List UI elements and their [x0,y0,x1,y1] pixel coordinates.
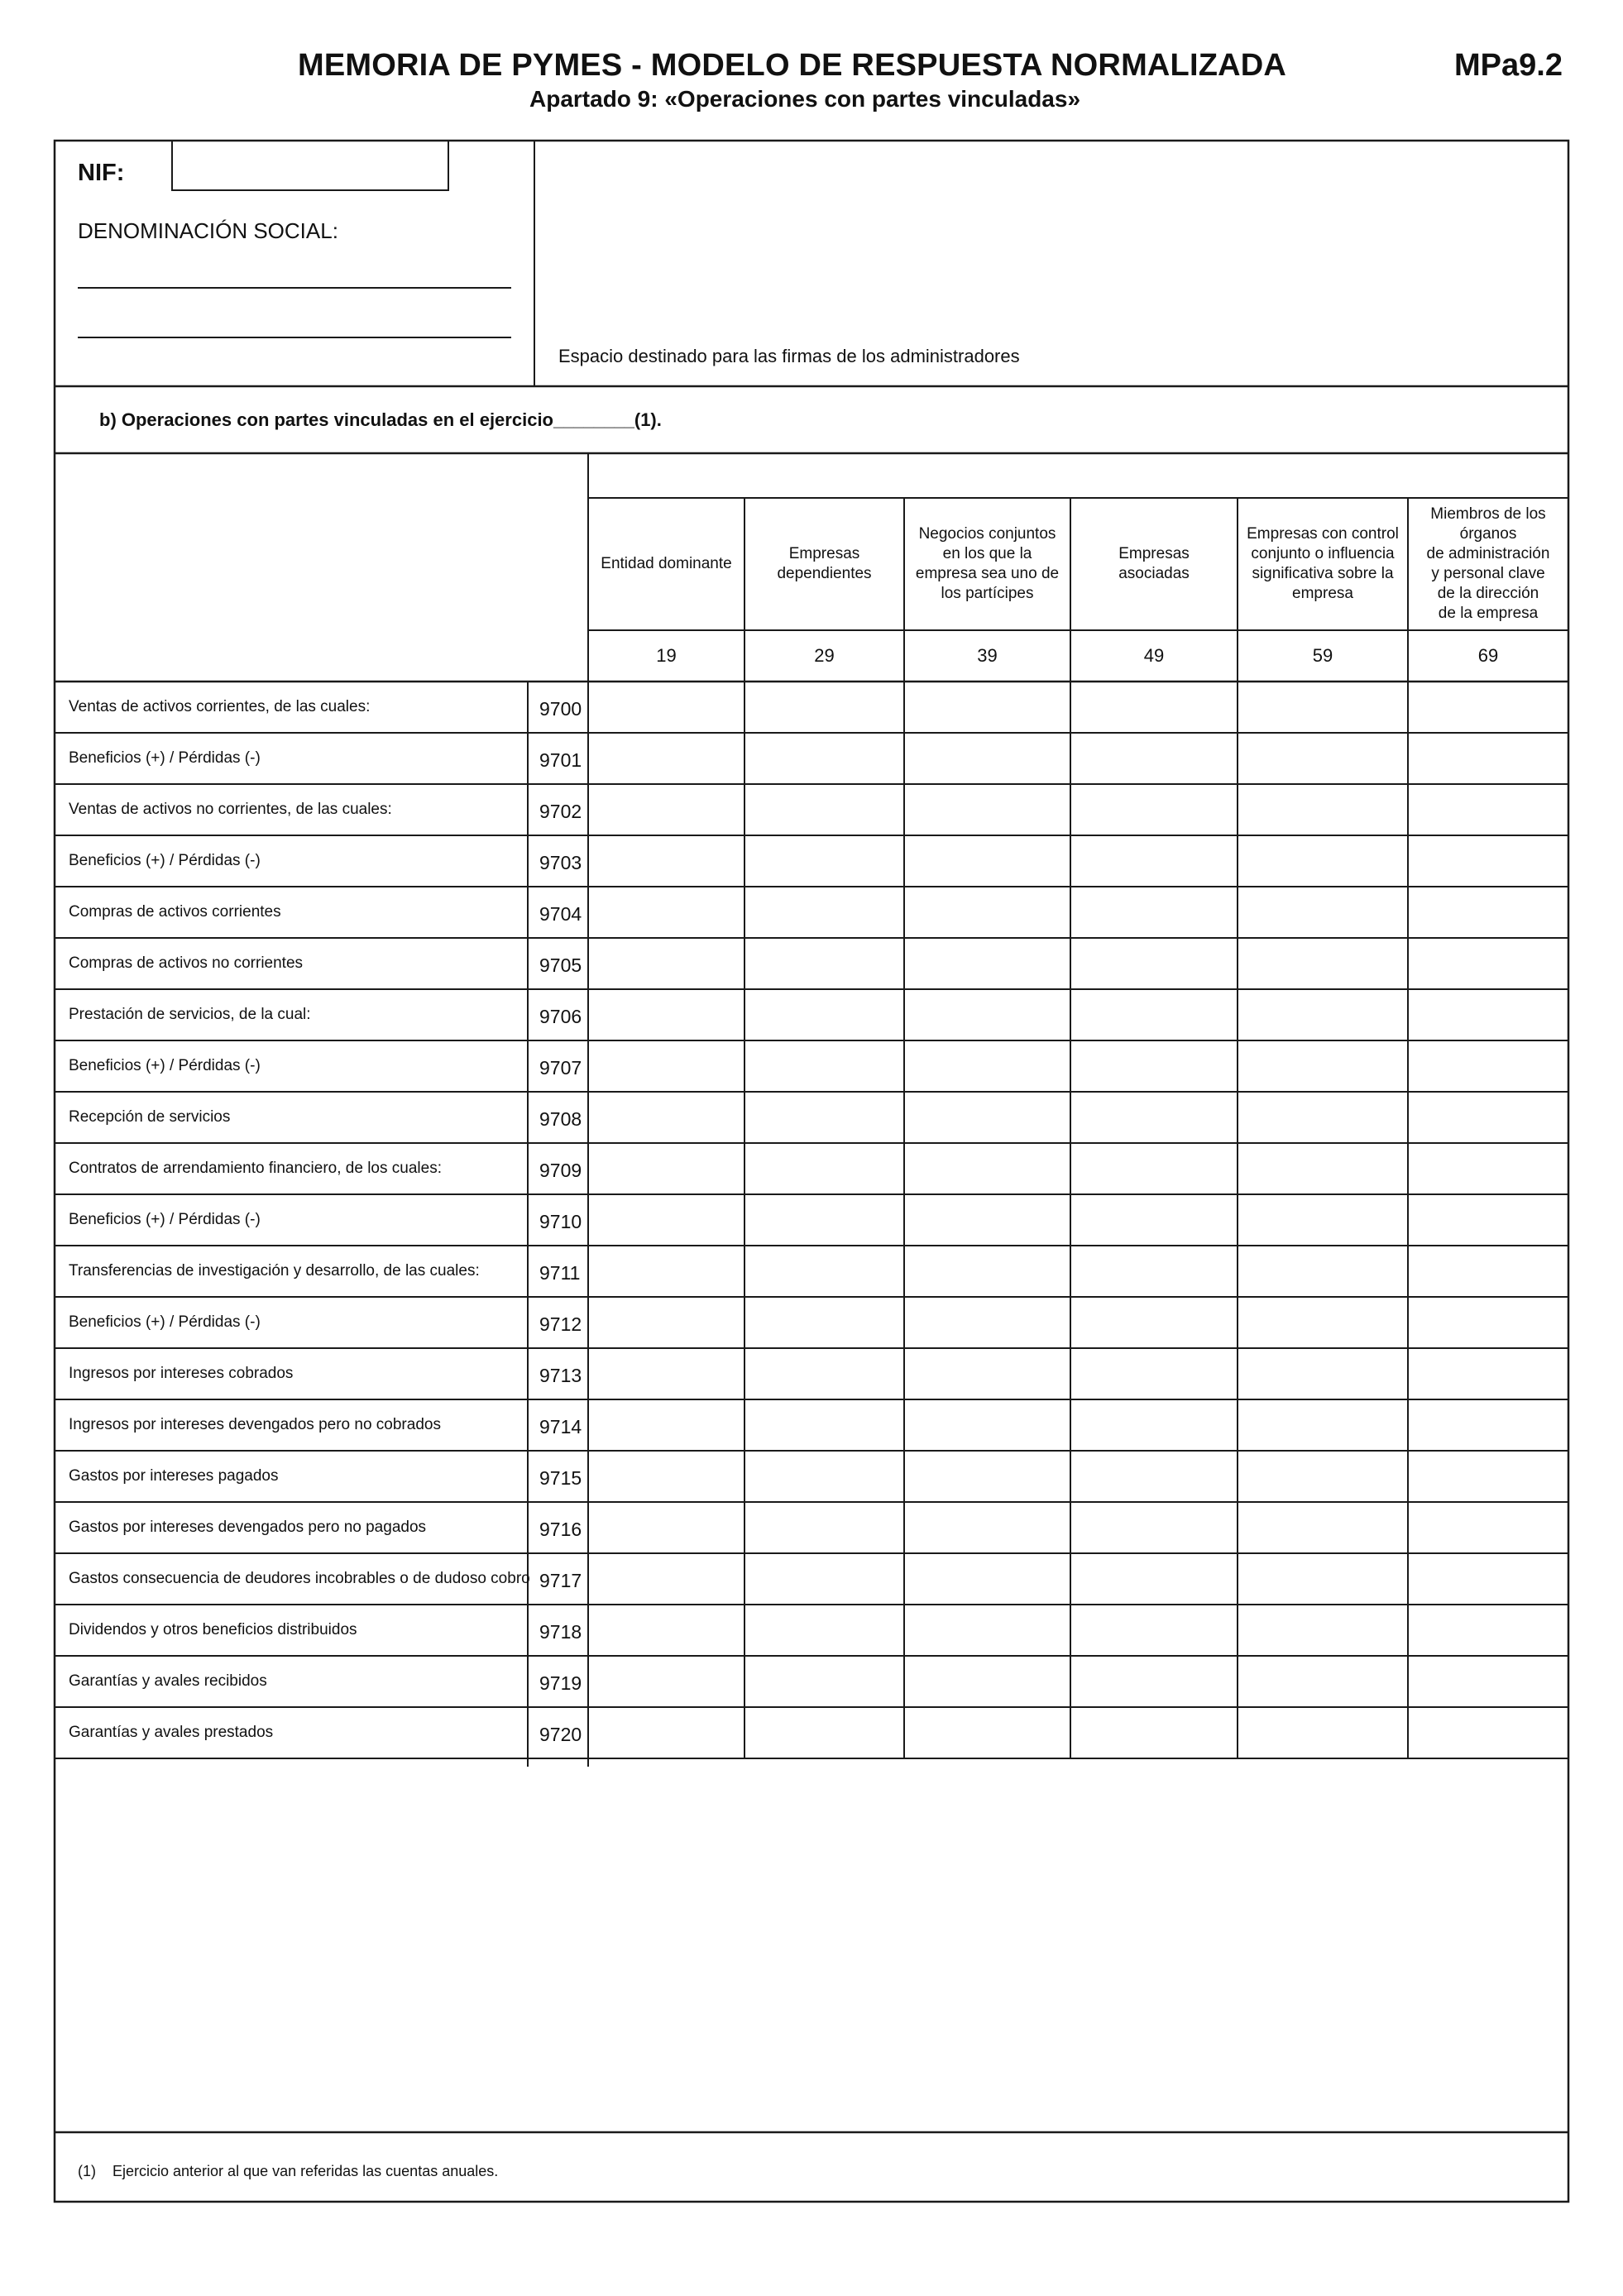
row-label: Recepción de servicios [69,1108,231,1126]
input-cell[interactable] [590,1709,743,1757]
row-label: Ingresos por intereses cobrados [69,1365,294,1382]
form-title: MEMORIA DE PYMES - MODELO DE RESPUESTA NORMALIZADA [298,48,1287,83]
column-header-line: y personal clave [1431,565,1545,582]
row-code: 9710 [539,1211,582,1232]
input-cell[interactable] [1410,1093,1567,1141]
input-cell[interactable] [1239,1299,1406,1347]
column-header-line: de la empresa [1438,605,1539,622]
row-code: 9700 [539,698,582,720]
input-cell[interactable] [590,786,743,834]
input-cell[interactable] [1239,1657,1406,1705]
input-cell[interactable] [746,683,902,731]
input-cell[interactable] [1410,1401,1567,1449]
column-code: 39 [977,645,998,666]
column-header-line: en los que la [942,545,1032,562]
input-cell[interactable] [906,1350,1069,1398]
column-code: 29 [814,645,835,666]
input-cell[interactable] [746,1657,902,1705]
input-cell[interactable] [1410,1555,1567,1603]
input-cell[interactable] [1410,1452,1567,1500]
input-cell[interactable] [590,991,743,1039]
input-cell[interactable] [1239,1247,1406,1295]
input-cell[interactable] [590,1350,743,1398]
input-cell[interactable] [906,1657,1069,1705]
input-cell[interactable] [906,837,1069,885]
row-label: Beneficios (+) / Pérdidas (-) [69,852,261,869]
input-cell[interactable] [1410,1504,1567,1552]
column-header-line: Negocios conjuntos [918,525,1056,543]
denominacion-line-1[interactable] [78,248,511,289]
row-code: 9709 [539,1160,582,1181]
row-code: 9719 [539,1672,582,1694]
footnote-marker: (1) [78,2163,96,2179]
column-code: 59 [1312,645,1333,666]
input-cell[interactable] [1072,734,1236,782]
input-cell[interactable] [1410,888,1567,936]
column-header-label [588,554,744,574]
column-code: 19 [656,645,677,666]
row-code: 9705 [539,954,582,976]
row-code: 9718 [539,1621,582,1643]
input-cell[interactable] [746,1093,902,1141]
column-header-label [1070,544,1238,584]
input-cell[interactable] [590,1299,743,1347]
column-header-line: de la dirección [1437,585,1539,602]
input-cell[interactable] [590,1657,743,1705]
input-cell[interactable] [1239,1196,1406,1244]
row-label: Ingresos por intereses devengados pero no cobrados [69,1416,441,1433]
input-cell[interactable] [746,940,902,988]
input-cell[interactable] [1410,1350,1567,1398]
input-cell[interactable] [1239,991,1406,1039]
input-cell[interactable] [906,683,1069,731]
nif-label: NIF: [78,160,125,186]
input-cell[interactable] [1410,1299,1567,1347]
column-header-line: de administración [1426,545,1550,562]
input-cell[interactable] [746,734,902,782]
row-label: Beneficios (+) / Pérdidas (-) [69,749,261,767]
row-label: Ventas de activos corrientes, de las cuales: [69,698,371,715]
input-cell[interactable] [906,888,1069,936]
column-header-line: Empresas [1118,545,1190,562]
input-cell[interactable] [590,1452,743,1500]
column-header-line: Empresas [788,545,860,562]
column-header-line: dependientes [777,565,872,582]
input-cell[interactable] [1410,1657,1567,1705]
input-cell[interactable] [746,1196,902,1244]
input-cell[interactable] [1410,837,1567,885]
input-cell[interactable] [1072,1145,1236,1193]
row-label: Contratos de arrendamiento financiero, de los cuales: [69,1160,442,1177]
input-cell[interactable] [746,837,902,885]
input-cell[interactable] [1072,888,1236,936]
row-label: Beneficios (+) / Pérdidas (-) [69,1057,261,1074]
input-cell[interactable] [746,1145,902,1193]
input-cell[interactable] [906,1093,1069,1141]
row-label: Transferencias de investigación y desarrollo, de las cuales: [69,1262,480,1280]
input-cell[interactable] [1410,1145,1567,1193]
column-header-line: órganos [1459,525,1517,543]
input-cell[interactable] [1239,1401,1406,1449]
input-cell[interactable] [1072,1504,1236,1552]
nif-field[interactable] [174,141,447,189]
input-cell[interactable] [746,1709,902,1757]
signature-area[interactable] [538,142,1568,387]
input-cell[interactable] [1410,991,1567,1039]
column-header-line: Empresas con control [1247,525,1399,543]
input-cell[interactable] [590,683,743,731]
input-cell[interactable] [590,1555,743,1603]
input-cell[interactable] [746,1299,902,1347]
section-title: b) Operaciones con partes vinculadas en el ejercicio________(1). [99,409,662,430]
input-cell[interactable] [1072,991,1236,1039]
row-code: 9720 [539,1724,582,1745]
input-cell[interactable] [1410,1247,1567,1295]
input-cell[interactable] [746,991,902,1039]
input-cell[interactable] [906,1606,1069,1654]
row-label: Garantías y avales prestados [69,1724,274,1741]
row-label: Gastos por intereses pagados [69,1467,279,1485]
input-cell[interactable] [906,1299,1069,1347]
row-code: 9715 [539,1467,582,1489]
row-code: 9706 [539,1006,582,1027]
row-code: 9711 [539,1262,581,1284]
input-cell[interactable] [1239,1042,1406,1090]
input-cell[interactable] [1239,1093,1406,1141]
input-cell[interactable] [906,1504,1069,1552]
column-code: 49 [1143,645,1165,666]
column-header-line: Miembros de los [1430,505,1546,523]
input-cell[interactable] [746,786,902,834]
row-label: Ventas de activos no corrientes, de las cuales: [69,801,392,818]
column-header-label [1408,505,1568,624]
input-cell[interactable] [1072,1042,1236,1090]
input-cell[interactable] [1072,1093,1236,1141]
input-cell[interactable] [1072,683,1236,731]
column-header-label [744,544,904,584]
input-cell[interactable] [906,786,1069,834]
row-code: 9704 [539,903,582,925]
column-header-line: los partícipes [941,585,1034,602]
denominacion-line-2[interactable] [78,298,511,339]
input-cell[interactable] [1239,1504,1406,1552]
input-cell[interactable] [906,1247,1069,1295]
input-cell[interactable] [906,734,1069,782]
column-header-line: asociadas [1118,565,1190,582]
input-cell[interactable] [746,1247,902,1295]
input-cell[interactable] [590,1401,743,1449]
input-cell[interactable] [906,1196,1069,1244]
input-cell[interactable] [746,1452,902,1500]
input-cell[interactable] [1072,940,1236,988]
input-cell[interactable] [1239,1350,1406,1398]
form-code: MPa9.2 [1454,48,1563,83]
input-cell[interactable] [590,1145,743,1193]
row-code: 9714 [539,1416,582,1437]
row-label: Beneficios (+) / Pérdidas (-) [69,1313,261,1331]
input-cell[interactable] [1239,734,1406,782]
signature-space-label: Espacio destinado para las firmas de los administradores [558,346,1020,366]
input-cell[interactable] [906,1042,1069,1090]
input-cell[interactable] [1072,1452,1236,1500]
column-code: 69 [1477,645,1499,666]
input-cell[interactable] [746,1350,902,1398]
column-header-line: Entidad dominante [601,555,732,572]
input-cell[interactable] [746,1401,902,1449]
input-cell[interactable] [590,1093,743,1141]
input-cell[interactable] [746,1042,902,1090]
input-cell[interactable] [1410,683,1567,731]
input-cell[interactable] [746,1504,902,1552]
input-cell[interactable] [1410,734,1567,782]
row-label: Garantías y avales recibidos [69,1672,267,1690]
input-cell[interactable] [590,734,743,782]
column-header-label [1238,524,1408,604]
input-cell[interactable] [1072,1657,1236,1705]
input-cell[interactable] [1072,1555,1236,1603]
input-cell[interactable] [1072,837,1236,885]
input-cell[interactable] [1072,786,1236,834]
input-cell[interactable] [1410,1196,1567,1244]
input-cell[interactable] [1072,1299,1236,1347]
input-cell[interactable] [1239,1452,1406,1500]
row-label: Gastos consecuencia de deudores incobrables o de dudoso cobro [69,1570,530,1587]
row-code: 9708 [539,1108,582,1130]
input-cell[interactable] [1072,1606,1236,1654]
input-cell[interactable] [590,1504,743,1552]
input-cell[interactable] [590,837,743,885]
input-cell[interactable] [590,1042,743,1090]
input-cell[interactable] [906,1401,1069,1449]
input-cell[interactable] [1239,683,1406,731]
input-cell[interactable] [1410,786,1567,834]
input-cell[interactable] [1410,1606,1567,1654]
input-cell[interactable] [906,1555,1069,1603]
row-code: 9716 [539,1519,582,1540]
input-cell[interactable] [906,1145,1069,1193]
input-cell[interactable] [1239,1606,1406,1654]
form-subtitle: Apartado 9: «Operaciones con partes vinculadas» [529,86,1081,112]
input-cell[interactable] [1239,940,1406,988]
input-cell[interactable] [590,1606,743,1654]
input-cell[interactable] [1239,1555,1406,1603]
input-cell[interactable] [1410,940,1567,988]
column-header-line: empresa sea uno de [915,565,1060,582]
row-label: Gastos por intereses devengados pero no pagados [69,1519,427,1536]
column-header-line: empresa [1292,585,1353,602]
row-code: 9707 [539,1057,582,1079]
row-label: Prestación de servicios, de la cual: [69,1006,311,1023]
input-cell[interactable] [1239,888,1406,936]
input-cell[interactable] [746,888,902,936]
footnote-text: Ejercicio anterior al que van referidas las cuentas anuales. [113,2163,499,2179]
row-code: 9701 [539,749,582,771]
input-cell[interactable] [1239,1709,1406,1757]
input-cell[interactable] [906,991,1069,1039]
input-cell[interactable] [1410,1709,1567,1757]
row-code: 9712 [539,1313,582,1335]
input-cell[interactable] [590,1196,743,1244]
row-code: 9703 [539,852,582,873]
column-header-line: conjunto o influencia [1251,545,1395,562]
input-cell[interactable] [1072,1401,1236,1449]
input-cell[interactable] [590,940,743,988]
row-label: Compras de activos corrientes [69,903,281,921]
input-cell[interactable] [1239,786,1406,834]
row-label: Beneficios (+) / Pérdidas (-) [69,1211,261,1228]
row-label: Dividendos y otros beneficios distribuidos [69,1621,357,1638]
row-code: 9702 [539,801,582,822]
input-cell[interactable] [746,1606,902,1654]
input-cell[interactable] [906,1452,1069,1500]
input-cell[interactable] [590,1247,743,1295]
input-cell[interactable] [906,1709,1069,1757]
column-header-line: significativa sobre la [1252,565,1394,582]
input-cell[interactable] [1239,1145,1406,1193]
input-cell[interactable] [1239,837,1406,885]
row-code: 9717 [539,1570,582,1591]
input-cell[interactable] [1072,1196,1236,1244]
input-cell[interactable] [1410,1042,1567,1090]
row-label: Compras de activos no corrientes [69,954,304,972]
denominacion-label: DENOMINACIÓN SOCIAL: [78,218,338,243]
input-cell[interactable] [590,888,743,936]
input-cell[interactable] [1072,1247,1236,1295]
row-code: 9713 [539,1365,582,1386]
input-cell[interactable] [1072,1709,1236,1757]
input-cell[interactable] [746,1555,902,1603]
input-cell[interactable] [906,940,1069,988]
column-header-label [904,524,1070,604]
input-cell[interactable] [1072,1350,1236,1398]
